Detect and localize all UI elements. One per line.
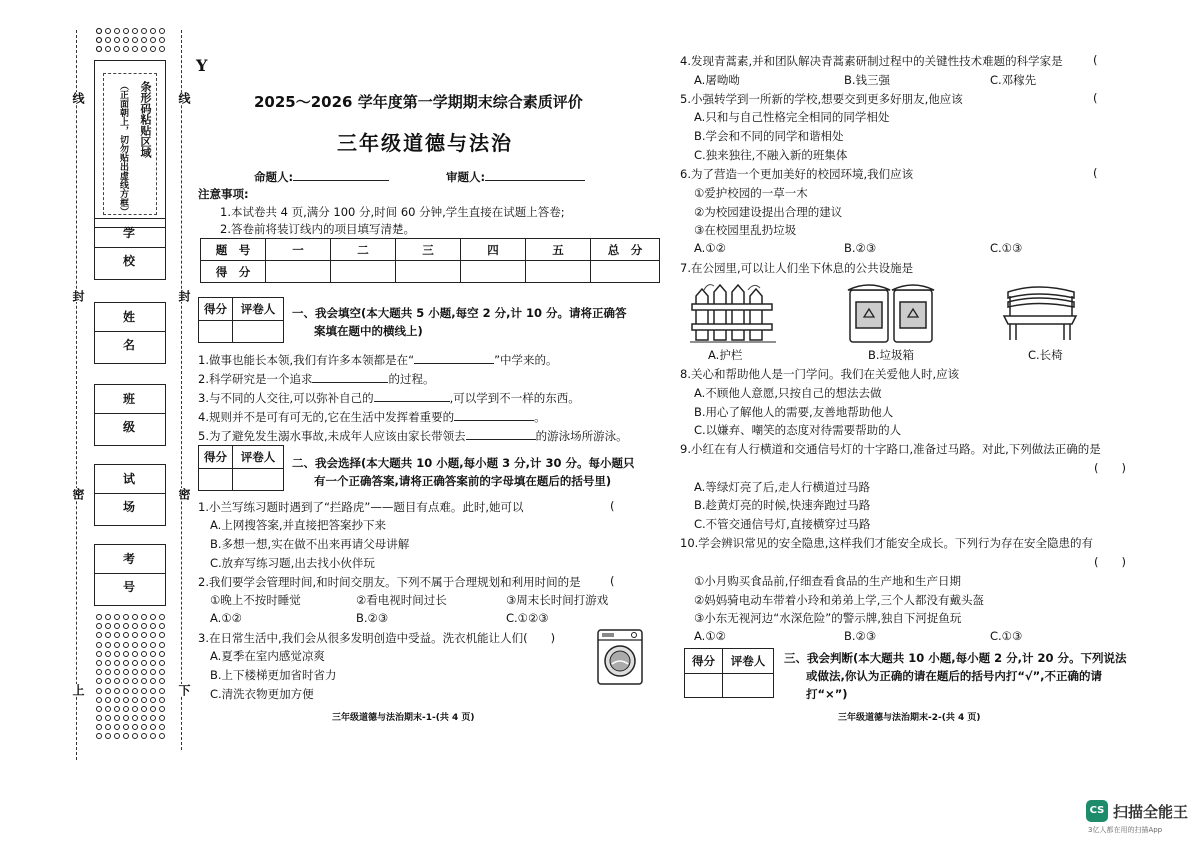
s2-q9-paren[interactable]: ( ) xyxy=(1094,461,1126,475)
fence-image xyxy=(690,280,776,344)
binding-line-left xyxy=(76,30,77,760)
s2-q2-item-2: ②看电视时间过长 xyxy=(356,593,447,607)
answer-blank[interactable] xyxy=(414,351,494,364)
s2-question-3: 3.在日常生活中,我们会从很多发明创造中受益。洗衣机能让人们( ) xyxy=(198,631,556,645)
s2-q4-option-a: A.屠呦呦 xyxy=(694,73,740,87)
s2-q10-option-c: C.①③ xyxy=(990,629,1023,643)
info-field-box[interactable] xyxy=(94,218,166,280)
s2-q10-item-2: ②妈妈骑电动车带着小玲和弟弟上学,三个人都没有戴头盔 xyxy=(694,593,984,607)
notes-title: 注意事项: xyxy=(198,187,249,201)
s2-q10-option-a: A.①② xyxy=(694,629,726,643)
s2-q1-paren[interactable]: ( xyxy=(610,499,615,513)
s2-q2-option-a: A.①② xyxy=(210,611,242,625)
reviewer-label: 审题人: xyxy=(446,168,585,185)
s2-q6-item-3: ③在校园里乱扔垃圾 xyxy=(694,223,797,237)
barcode-area xyxy=(94,60,166,228)
score-row-label: 得 分 xyxy=(201,261,266,283)
cut-mark-label: 密 xyxy=(71,488,85,500)
note-1: 1.本试卷共 4 页,满分 100 分,时间 60 分钟,学生直接在试题上答卷; xyxy=(220,205,565,219)
section3-title-cont: 或做法,你认为正确的请在题后的括号内打“√”,不正确的请 xyxy=(806,669,1103,683)
s2-q10-item-1: ①小月购买食品前,仔细查看食品的生产地和生产日期 xyxy=(694,574,961,588)
section1-title-cont: 案填在题中的横线上) xyxy=(314,324,423,338)
info-field-label: 试 场 xyxy=(95,465,165,494)
grade-box-section2: 得分 评卷人 xyxy=(198,445,284,491)
s2-q7-option-b: B.垃圾箱 xyxy=(868,348,915,362)
s2-q1-option-b: B.多想一想,实在做不出来再请父母讲解 xyxy=(210,537,410,551)
barcode-title: 条形码粘贴区域 xyxy=(139,81,152,158)
s2-q2-item-1: ①晚上不按时睡觉 xyxy=(210,593,301,607)
cut-mark-label: 密 xyxy=(177,488,191,500)
s1-question-1: 1.做事也能长本领,我们有许多本领都是在“ ”中学来的。 xyxy=(198,353,558,367)
s2-question-6: 6.为了营造一个更加美好的校园环境,我们应该 xyxy=(680,167,914,181)
s2-q4-option-c: C.邓稼先 xyxy=(990,73,1037,87)
scanner-tagline: 3亿人都在用的扫描App xyxy=(1088,826,1163,834)
footer-page1: 三年级道德与法治期末-1-(共 4 页) xyxy=(332,713,475,723)
s2-q9-option-a: A.等绿灯亮了后,走人行横道过马路 xyxy=(694,480,870,494)
s2-question-1: 1.小兰写练习题时遇到了“拦路虎”——题目有点难。此时,她可以 xyxy=(198,500,524,514)
info-field-label: 考 号 xyxy=(95,545,165,574)
cs-logo-icon: CS xyxy=(1086,800,1108,822)
barcode-note: （正面朝上，切勿贴出虚线方框） xyxy=(118,81,128,216)
s2-q9-option-c: C.不管交通信号灯,直接横穿过马路 xyxy=(694,517,871,531)
binding-line-right xyxy=(181,30,182,750)
score-header: 一 xyxy=(266,239,331,261)
s2-q8-option-b: B.用心了解他人的需要,友善地帮助他人 xyxy=(694,405,894,419)
s2-question-2: 2.我们要学会管理时间,和时间交朋友。下列不属于合理规划和利用时间的是 xyxy=(198,575,581,589)
info-field-label: 班 级 xyxy=(95,385,165,414)
binding-dots-top xyxy=(96,28,168,56)
note-2: 2.答卷前将装订线内的项目填写清楚。 xyxy=(220,222,415,236)
s2-q8-option-c: C.以嫌弃、嘲笑的态度对待需要帮助的人 xyxy=(694,423,902,437)
s2-q1-option-c: C.放弃写练习题,出去找小伙伴玩 xyxy=(210,556,375,570)
cut-mark-label: 上 xyxy=(71,684,85,696)
cut-mark-label: 封 xyxy=(71,290,85,302)
s2-q2-option-b: B.②③ xyxy=(356,611,389,625)
s2-question-5: 5.小强转学到一所新的学校,想要交到更多好朋友,他应该 xyxy=(680,92,963,106)
info-field-label: 姓 名 xyxy=(95,303,165,332)
s2-question-8: 8.关心和帮助他人是一门学问。我们在关爱他人时,应该 xyxy=(680,367,960,381)
s2-q10-option-b: B.②③ xyxy=(844,629,877,643)
s2-q10-item-3: ③小东无视河边“水深危险”的警示牌,独自下河捉鱼玩 xyxy=(694,611,962,625)
score-header: 三 xyxy=(396,239,461,261)
s1-question-2: 2.科学研究是一个追求 的过程。 xyxy=(198,372,435,386)
s2-q6-item-1: ①爱护校园的一草一木 xyxy=(694,186,808,200)
s2-q8-option-a: A.不顾他人意愿,只按自己的想法去做 xyxy=(694,386,882,400)
s2-q5-option-c: C.独来独往,不融入新的班集体 xyxy=(694,148,848,162)
answer-blank[interactable] xyxy=(466,427,536,440)
s2-q3-option-b: B.上下楼梯更加省时省力 xyxy=(210,668,337,682)
score-cell[interactable] xyxy=(396,261,461,283)
answer-blank[interactable] xyxy=(312,370,388,383)
binding-dots-bottom xyxy=(96,614,168,743)
trash-bins-image xyxy=(846,280,936,344)
s1-question-5: 5.为了避免发生溺水事故,未成年人应该由家长带领去 的游泳场所游泳。 xyxy=(198,429,628,443)
s2-q2-item-3: ③周末长时间打游戏 xyxy=(506,593,609,607)
info-field-box[interactable] xyxy=(94,544,166,606)
score-header: 总 分 xyxy=(591,239,660,261)
s2-q7-option-c: C.长椅 xyxy=(1028,348,1063,362)
score-cell[interactable] xyxy=(591,261,660,283)
exam-subject-title: 三年级道德与法治 xyxy=(337,131,513,155)
s2-q3-option-c: C.清洗衣物更加方便 xyxy=(210,687,314,701)
s1-question-4: 4.规则并不是可有可无的,它在生活中发挥着重要的 。 xyxy=(198,410,546,424)
score-header: 五 xyxy=(526,239,591,261)
s2-q6-paren[interactable]: ( xyxy=(1093,166,1098,180)
s2-q2-option-c: C.①②③ xyxy=(506,611,549,625)
section3-title: 三、我会判断(本大题共 10 小题,每小题 2 分,计 20 分。下列说法 xyxy=(784,651,1127,665)
section1-title: 一、我会填空(本大题共 5 小题,每空 2 分,计 10 分。请将正确答 xyxy=(292,306,627,320)
score-cell[interactable] xyxy=(461,261,526,283)
score-header: 题 号 xyxy=(201,239,266,261)
s2-q5-paren[interactable]: ( xyxy=(1093,91,1098,105)
section3-title-end: 打“×”) xyxy=(806,687,848,701)
grade-box-section3: 得分 评卷人 xyxy=(684,648,774,698)
s2-q4-paren[interactable]: ( xyxy=(1093,53,1098,67)
s2-q6-item-2: ②为校园建设提出合理的建议 xyxy=(694,205,843,219)
bench-image xyxy=(1000,282,1080,344)
score-table xyxy=(200,238,660,283)
s1-question-3: 3.与不同的人交往,可以弥补自己的 ,可以学到不一样的东西。 xyxy=(198,391,580,405)
score-cell[interactable] xyxy=(266,261,331,283)
corner-mark: Y xyxy=(196,56,208,75)
answer-blank[interactable] xyxy=(374,389,450,402)
section2-title: 二、我会选择(本大题共 10 小题,每小题 3 分,计 30 分。每小题只 xyxy=(292,456,635,470)
scanner-watermark xyxy=(1086,800,1188,835)
info-field-box[interactable] xyxy=(94,384,166,446)
cut-mark-label: 线 xyxy=(71,92,85,104)
s2-q5-option-a: A.只和与自己性格完全相同的同学相处 xyxy=(694,110,890,124)
s2-q1-option-a: A.上网搜答案,并直接把答案抄下来 xyxy=(210,518,386,532)
s2-q6-option-b: B.②③ xyxy=(844,241,877,255)
s2-q6-option-a: A.①② xyxy=(694,241,726,255)
exam-term-title: 2025～2026 学年度第一学期期末综合素质评价 xyxy=(254,93,583,111)
cut-mark-label: 下 xyxy=(177,684,191,696)
s2-q5-option-b: B.学会和不同的同学和谐相处 xyxy=(694,129,844,143)
scanner-brand: 扫描全能王 xyxy=(1113,802,1189,821)
answer-blank[interactable] xyxy=(454,408,534,421)
s2-question-10: 10.学会辨识常见的安全隐患,这样我们才能安全成长。下列行为存在安全隐患的有 xyxy=(680,536,1093,550)
score-cell[interactable] xyxy=(331,261,396,283)
grade-box-section1: 得分 评卷人 xyxy=(198,297,284,343)
s2-q10-paren[interactable]: ( ) xyxy=(1094,555,1126,569)
section2-title-cont: 有一个正确答案,请将正确答案前的字母填在题后的括号里) xyxy=(314,474,612,488)
s2-q6-option-c: C.①③ xyxy=(990,241,1023,255)
s2-q7-option-a: A.护栏 xyxy=(708,348,743,362)
score-header: 二 xyxy=(331,239,396,261)
info-field-box[interactable] xyxy=(94,302,166,364)
score-cell[interactable] xyxy=(526,261,591,283)
s2-q9-option-b: B.趁黄灯亮的时候,快速奔跑过马路 xyxy=(694,498,871,512)
setter-label: 命题人: xyxy=(254,168,389,185)
footer-page2: 三年级道德与法治期末-2-(共 4 页) xyxy=(838,713,981,723)
s2-question-4: 4.发现青蒿素,并和团队解决青蒿素研制过程中的关键性技术难题的科学家是 xyxy=(680,54,1063,68)
info-field-label: 学 校 xyxy=(95,219,165,248)
washing-machine-image xyxy=(596,628,644,686)
s2-q2-paren[interactable]: ( xyxy=(610,574,615,588)
s2-q4-option-b: B.钱三强 xyxy=(844,73,891,87)
cut-mark-label: 线 xyxy=(177,92,191,104)
s2-question-9: 9.小红在有人行横道和交通信号灯的十字路口,准备过马路。对此,下列做法正确的是 xyxy=(680,442,1101,456)
s2-q3-option-a: A.夏季在室内感觉凉爽 xyxy=(210,649,325,663)
cut-mark-label: 封 xyxy=(177,290,191,302)
score-header: 四 xyxy=(461,239,526,261)
info-field-box[interactable] xyxy=(94,464,166,526)
s2-question-7: 7.在公园里,可以让人们坐下休息的公共设施是 xyxy=(680,261,914,275)
